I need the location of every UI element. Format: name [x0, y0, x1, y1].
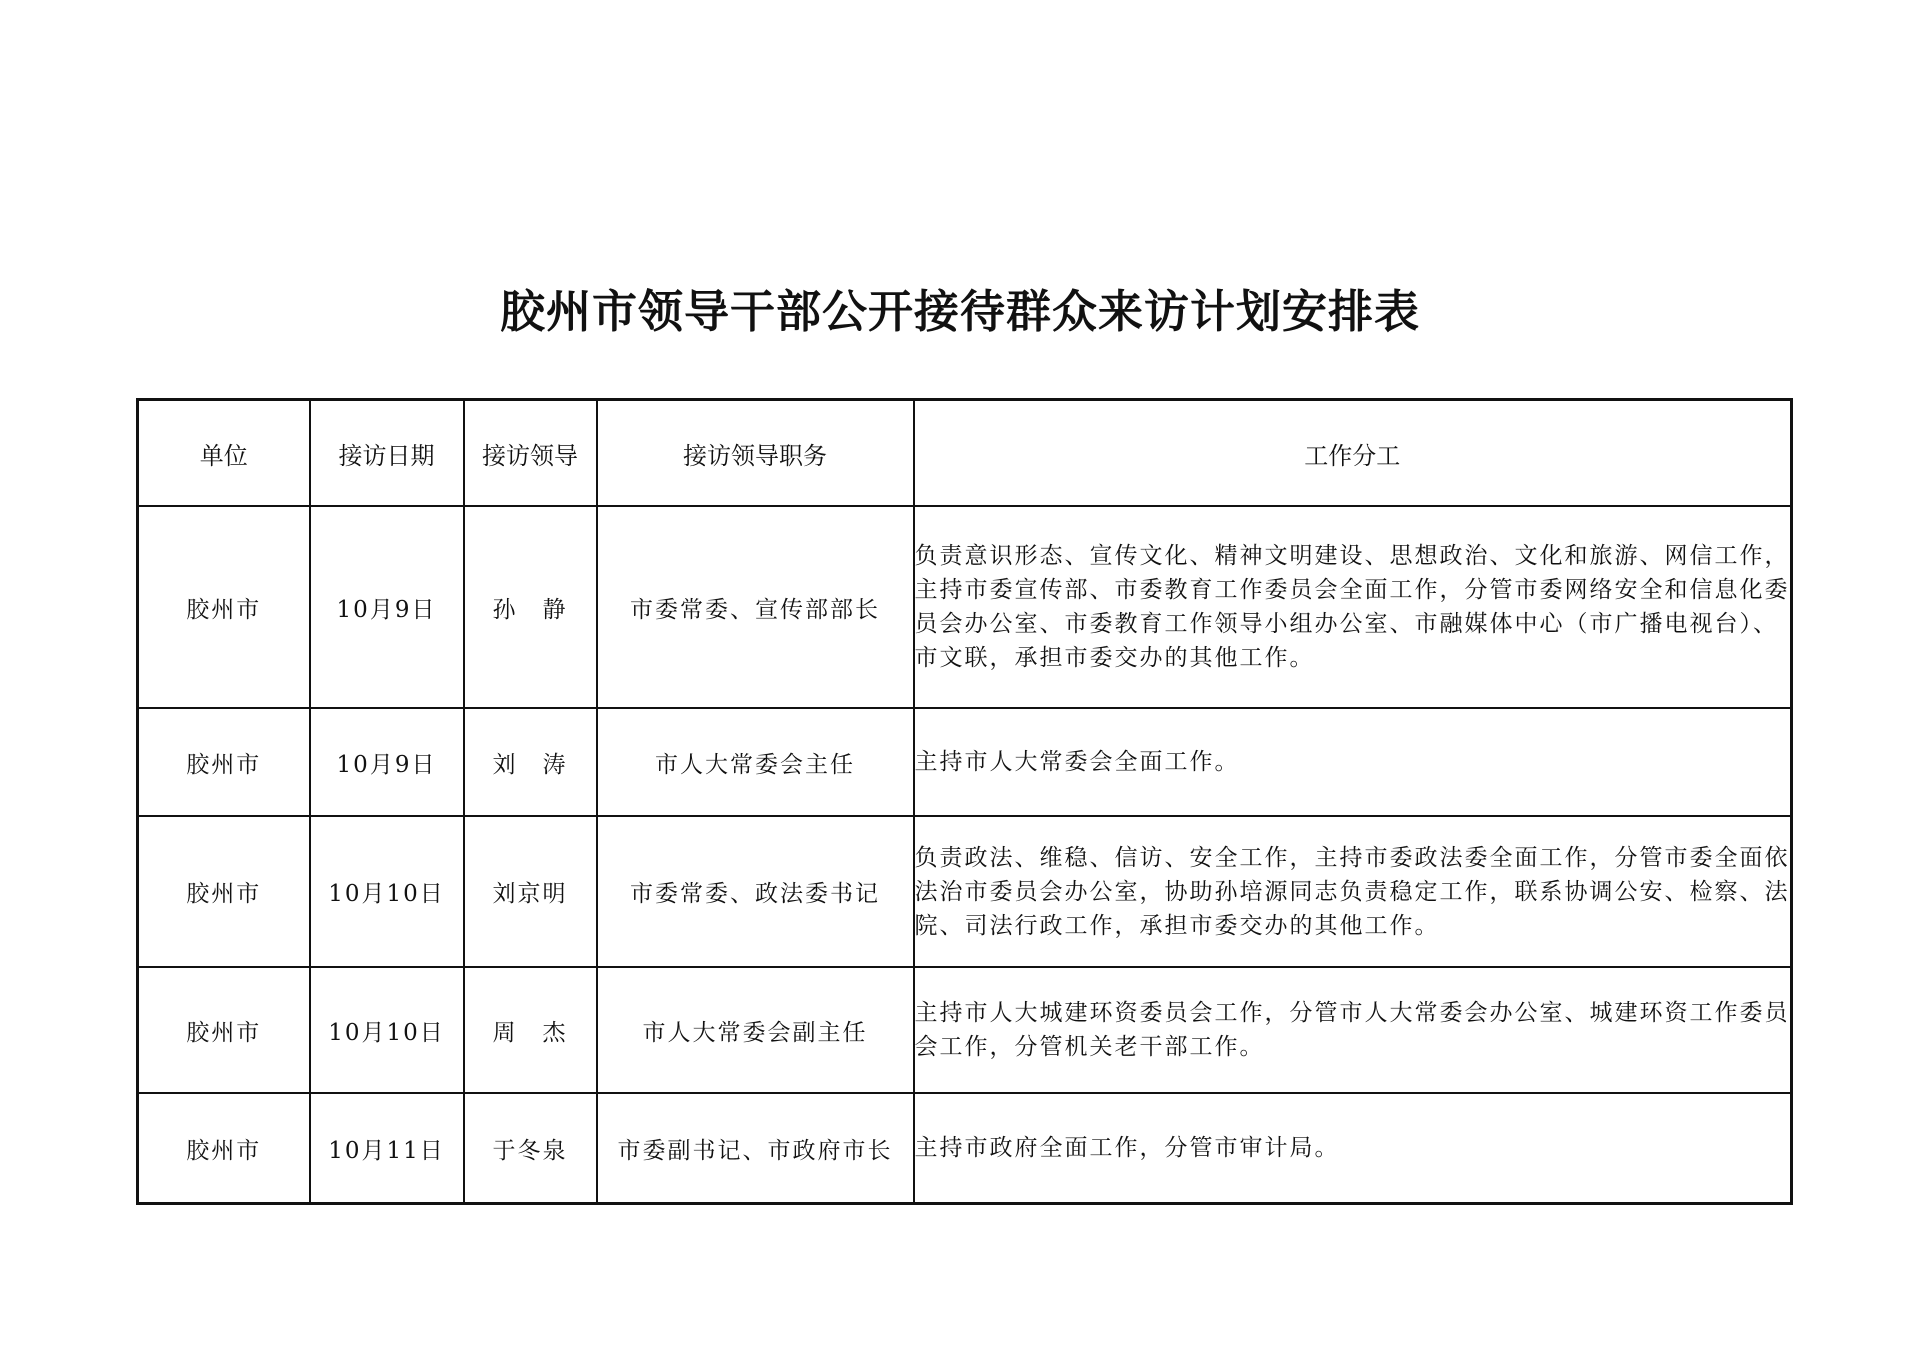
cell-leader: 于冬泉 — [464, 1093, 597, 1204]
table-row — [138, 708, 1792, 816]
cell-duties: 主持市人大城建环资委员会工作，分管市人大常委会办公室、城建环资工作委员会工作，分管机关老干部工作。 — [914, 967, 1792, 1093]
cell-duties: 负责政法、维稳、信访、安全工作，主持市委政法委全面工作，分管市委全面依法治市委员会办公室，协助孙培源同志负责稳定工作，联系协调公安、检察、法院、司法行政工作，承担市委交办的其他工作。 — [914, 816, 1792, 967]
cell-date: 10月9日 — [310, 506, 464, 708]
cell-position: 市委常委、宣传部部长 — [597, 506, 914, 708]
cell-leader: 刘京明 — [464, 816, 597, 967]
cell-position: 市人大常委会主任 — [597, 708, 914, 816]
cell-unit: 胶州市 — [138, 708, 310, 816]
cell-position: 市委常委、政法委书记 — [597, 816, 914, 967]
cell-date: 10月10日 — [310, 816, 464, 967]
cell-unit: 胶州市 — [138, 816, 310, 967]
header-row — [138, 400, 1792, 507]
cell-leader: 刘 涛 — [464, 708, 597, 816]
cell-duties: 主持市人大常委会全面工作。 — [914, 708, 1792, 816]
table-row — [138, 506, 1792, 708]
header-duties: 工作分工 — [914, 400, 1792, 507]
cell-date: 10月10日 — [310, 967, 464, 1093]
header-date: 接访日期 — [310, 400, 464, 507]
cell-position: 市委副书记、市政府市长 — [597, 1093, 914, 1204]
cell-date: 10月9日 — [310, 708, 464, 816]
table-row — [138, 816, 1792, 967]
header-leader: 接访领导 — [464, 400, 597, 507]
cell-leader: 周 杰 — [464, 967, 597, 1093]
cell-duties: 负责意识形态、宣传文化、精神文明建设、思想政治、文化和旅游、网信工作，主持市委宣传部、市委教育工作委员会全面工作，分管市委网络安全和信息化委员会办公室、市委教育工作领导小组办公室、市融媒体中心（市广播电视台）、市文联，承担市委交办的其他工作。 — [914, 506, 1792, 708]
header-position: 接访领导职务 — [597, 400, 914, 507]
cell-unit: 胶州市 — [138, 506, 310, 708]
cell-unit: 胶州市 — [138, 1093, 310, 1204]
table-row — [138, 1093, 1792, 1204]
header-unit: 单位 — [138, 400, 310, 507]
cell-duties: 主持市政府全面工作，分管市审计局。 — [914, 1093, 1792, 1204]
cell-unit: 胶州市 — [138, 967, 310, 1093]
cell-date: 10月11日 — [310, 1093, 464, 1204]
table-row — [138, 967, 1792, 1093]
reception-schedule-table — [136, 398, 1793, 1205]
page-title: 胶州市领导干部公开接待群众来访计划安排表 — [499, 285, 1420, 338]
cell-position: 市人大常委会副主任 — [597, 967, 914, 1093]
cell-leader: 孙 静 — [464, 506, 597, 708]
